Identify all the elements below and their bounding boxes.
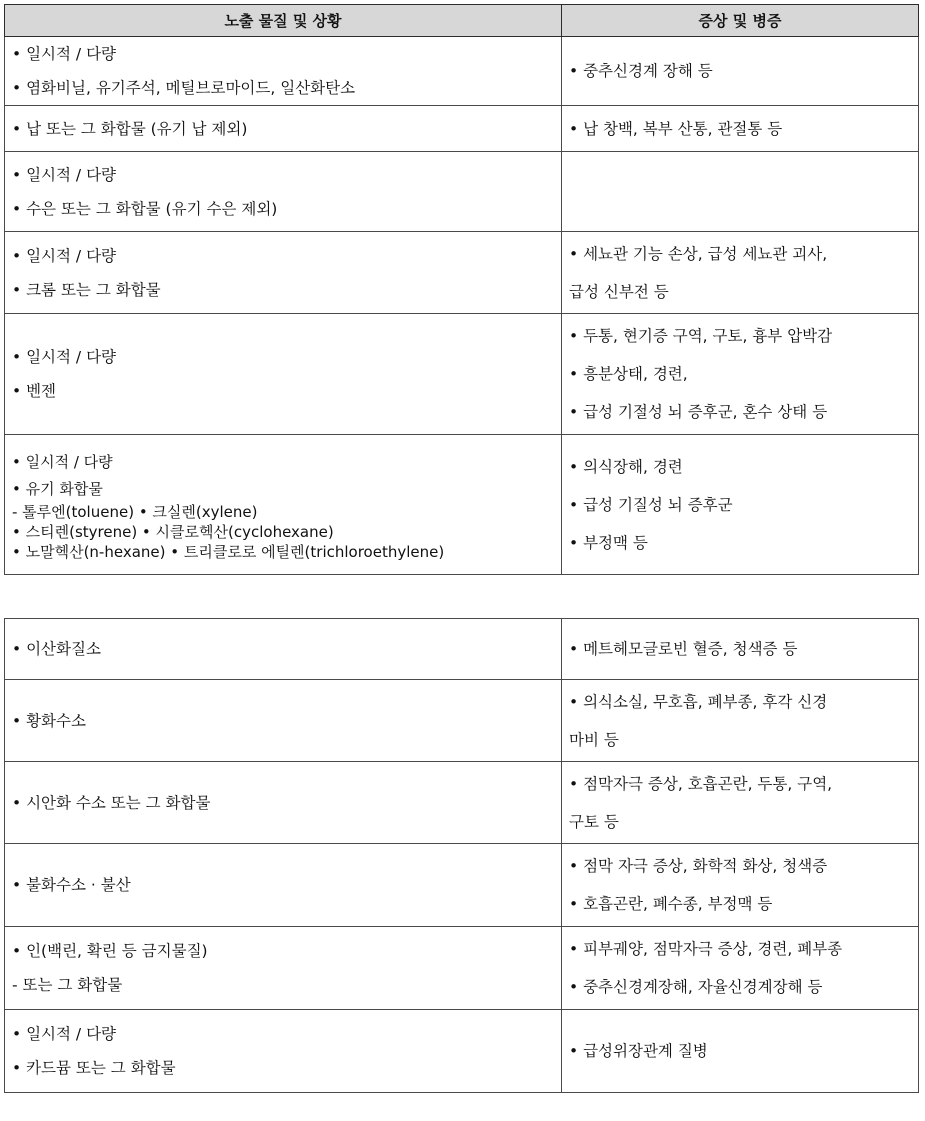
symptom-line: 마비 등 — [569, 730, 619, 749]
table-row — [5, 927, 919, 1010]
symptom-line: • 부정맥 등 — [569, 533, 648, 552]
exposure-line: • 일시적 / 다량 — [12, 348, 117, 366]
exposure-line: • 수은 또는 그 화합물 (유기 수은 제외) — [12, 199, 278, 218]
exposure-line: • 황화수소 — [12, 711, 86, 730]
exposure-subline: • 스티렌(styrene) • 시클로헥산(cyclohexane) — [12, 522, 334, 541]
symptoms-cell — [562, 37, 919, 106]
exposure-line: • 불화수소 · 불산 — [12, 876, 131, 894]
symptoms-cell — [562, 927, 919, 1010]
symptom-line: • 흥분상태, 경련, — [569, 365, 688, 383]
symptoms-cell — [562, 1010, 919, 1093]
exposure-cell — [5, 314, 562, 435]
table-row — [5, 106, 919, 152]
symptom-line: • 피부궤양, 점막자극 증상, 경련, 폐부종 — [569, 940, 843, 958]
table-row — [5, 762, 919, 844]
exposure-table-bottom — [4, 618, 919, 1093]
exposure-cell — [5, 37, 562, 106]
exposure-line: • 인(백린, 확린 등 금지물질) — [12, 942, 208, 960]
exposure-line: • 크롬 또는 그 화합물 — [12, 280, 161, 299]
exposure-cell — [5, 1010, 562, 1093]
symptom-line: • 중추신경계장해, 자율신경계장해 등 — [569, 978, 823, 996]
table-row — [5, 680, 919, 762]
exposure-line: • 일시적 / 다량 — [12, 246, 117, 265]
exposure-line: • 벤젠 — [12, 382, 57, 400]
symptoms-cell — [562, 435, 919, 575]
header-exposure: 노출 물질 및 상황 — [5, 5, 562, 37]
symptoms-cell — [562, 680, 919, 762]
symptom-line: • 점막 자극 증상, 화학적 화상, 청색증 — [569, 857, 828, 875]
symptoms-cell — [562, 314, 919, 435]
symptoms-cell — [562, 762, 919, 844]
exposure-subline: • 노말헥산(n-hexane) • 트리클로로 에틸렌(trichloroethylene) — [12, 542, 445, 561]
symptom-line: • 납 창백, 복부 산통, 관절통 등 — [569, 119, 783, 138]
symptom-line: 구토 등 — [569, 812, 619, 831]
table-header-row — [5, 5, 919, 37]
symptoms-cell — [562, 844, 919, 927]
exposure-line: • 이산화질소 — [12, 640, 101, 658]
exposure-line: • 일시적 / 다량 — [12, 165, 117, 184]
symptom-line: • 급성 기절성 뇌 증후군, 혼수 상태 등 — [569, 403, 828, 421]
exposure-cell — [5, 152, 562, 232]
exposure-line: • 일시적 / 다량 — [12, 45, 117, 63]
exposure-cell — [5, 927, 562, 1010]
exposure-line: - 또는 그 화합물 — [12, 976, 123, 994]
symptom-line: • 의식소실, 무호흡, 폐부종, 후각 신경 — [569, 692, 828, 711]
symptom-line: • 메트헤모글로빈 혈증, 청색증 등 — [569, 640, 798, 658]
symptom-line: 급성 신부전 등 — [569, 282, 669, 301]
symptom-line: • 의식장해, 경련 — [569, 457, 683, 476]
table-row — [5, 37, 919, 106]
exposure-cell — [5, 619, 562, 680]
table-row — [5, 619, 919, 680]
exposure-line: • 납 또는 그 화합물 (유기 납 제외) — [12, 119, 248, 138]
table-row — [5, 844, 919, 927]
symptom-line: • 급성 기질성 뇌 증후군 — [569, 495, 733, 514]
symptoms-cell-empty — [562, 152, 919, 232]
exposure-line: • 염화비닐, 유기주석, 메틸브로마이드, 일산화탄소 — [12, 79, 356, 97]
exposure-line: • 일시적 / 다량 — [12, 452, 113, 471]
exposure-cell — [5, 680, 562, 762]
exposure-cell — [5, 844, 562, 927]
exposure-cell — [5, 762, 562, 844]
table-row — [5, 152, 919, 232]
table-row — [5, 232, 919, 314]
symptoms-cell — [562, 619, 919, 680]
symptoms-cell — [562, 232, 919, 314]
exposure-line: • 유기 화합물 — [12, 479, 103, 498]
symptom-line: • 두통, 현기증 구역, 구토, 흉부 압박감 — [569, 327, 833, 345]
table-row — [5, 435, 919, 575]
symptom-line: • 중추신경계 장해 등 — [569, 62, 713, 80]
symptom-line: • 급성위장관계 질병 — [569, 1042, 708, 1060]
header-symptoms: 증상 및 병증 — [562, 5, 919, 37]
exposure-table-top — [4, 4, 919, 575]
exposure-line: • 시안화 수소 또는 그 화합물 — [12, 793, 211, 812]
symptoms-cell — [562, 106, 919, 152]
exposure-cell — [5, 106, 562, 152]
symptom-line: • 호흡곤란, 폐수종, 부정맥 등 — [569, 895, 773, 913]
symptom-line: • 세뇨관 기능 손상, 급성 세뇨관 괴사, — [569, 244, 828, 263]
exposure-cell — [5, 232, 562, 314]
table-row — [5, 1010, 919, 1093]
exposure-line: • 일시적 / 다량 — [12, 1025, 117, 1043]
exposure-subline: - 톨루엔(toluene) • 크실렌(xylene) — [12, 502, 258, 521]
exposure-cell — [5, 435, 562, 575]
table-row — [5, 314, 919, 435]
exposure-line: • 카드뮴 또는 그 화합물 — [12, 1059, 176, 1077]
symptom-line: • 점막자극 증상, 호흡곤란, 두통, 구역, — [569, 774, 833, 793]
